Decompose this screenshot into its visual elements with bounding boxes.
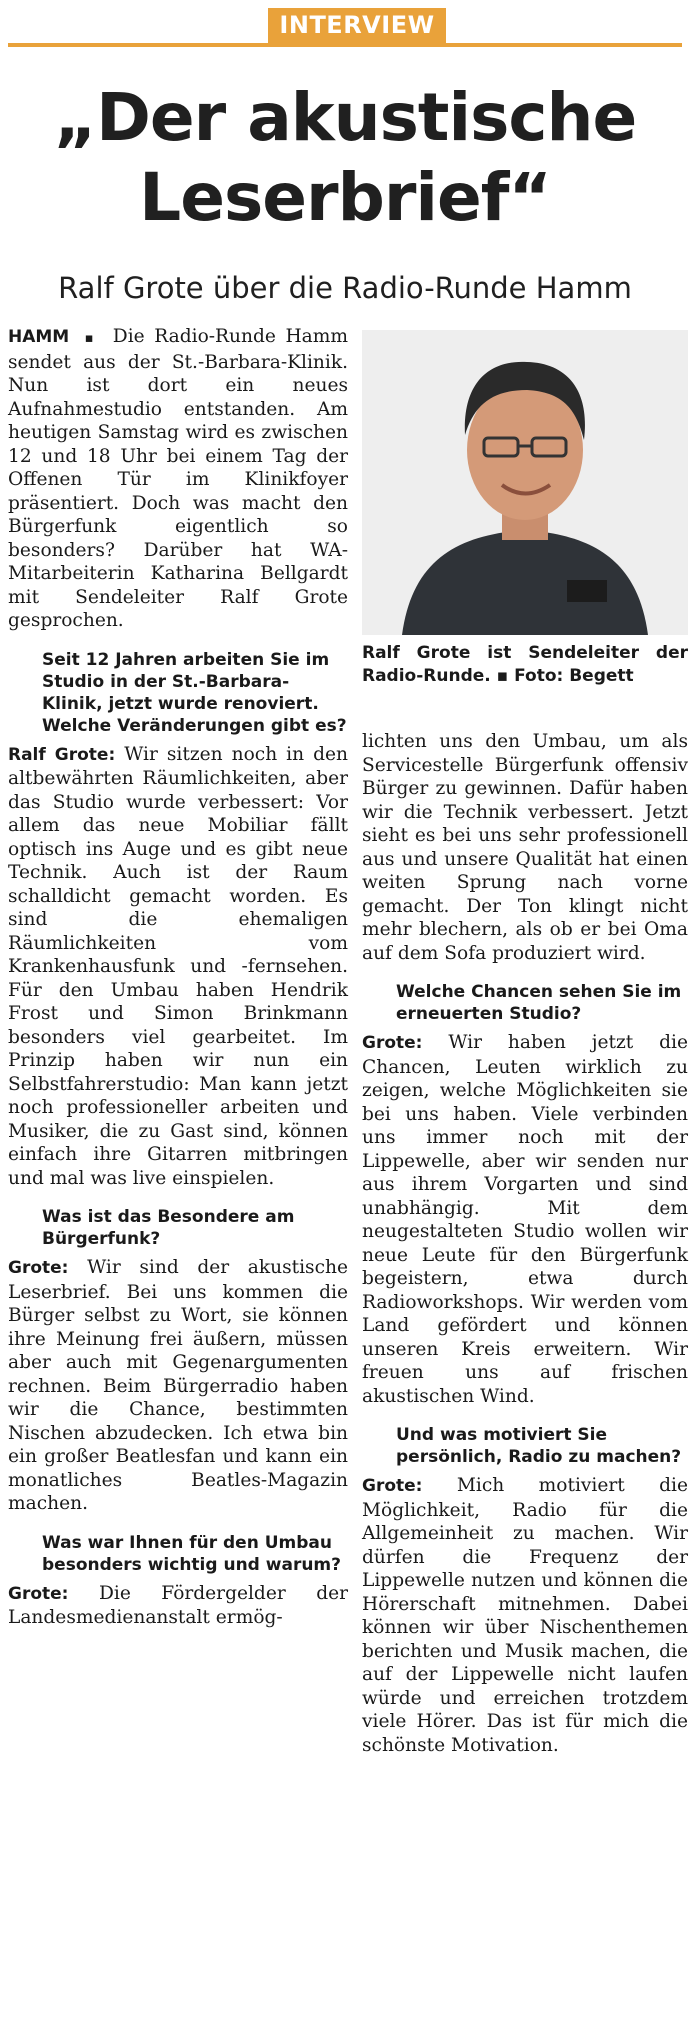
answer-text: Wir sitzen noch in den altbewährten Räumlichkeiten, aber das Studio wurde verbessert: Vor allem das neue Mobiliar fällt optisch ins Auge und es gibt neue Technik. Auch ist der Raum schalldicht gemacht worden. Es sind die ehemaligen Räumlichkeiten vom Krankenhausfunk und -fernsehen. Für den Umbau haben Hendrik Frost und Simon Brinkmann besonders viel gearbeitet. Im Prinzip haben wir nun ein Selbstfahrerstudio: Man kann jetzt noch professioneller arbeiten und Musiker, die zu Gast sind, können einfach ihre Gitarren mitbringen und mal was live einspielen. bbox=[8, 743, 348, 1189]
answer-1 bbox=[8, 743, 348, 1191]
column-right bbox=[362, 730, 688, 1757]
intro-text: Die Radio-Runde Hamm sendet aus der St.-Barbara-Klinik. Nun ist dort ein neues Aufnahmestudio entstanden. Am heutigen Samstag wird es zwischen 12 und 18 Uhr bei einem Tag der Offenen Tür im Klinikfoyer präsentiert. Doch was macht den Bürgerfunk eigentlich so besonders? Darüber hat WA-Mitarbeiterin Katharina Bellgardt mit Sendeleiter Ralf Grote gesprochen. bbox=[8, 326, 349, 631]
headline-line-2: Leserbrief“ bbox=[139, 159, 551, 236]
column-left bbox=[8, 325, 348, 1630]
speaker-label: Grote: bbox=[8, 1258, 69, 1278]
photo-caption: Ralf Grote ist Sendeleiter der Radio-Runde. ▪ Foto: Begett bbox=[362, 643, 688, 686]
intro-paragraph bbox=[8, 325, 348, 633]
subheadline: Ralf Grote über die Radio-Runde Hamm bbox=[58, 271, 632, 305]
speaker-label: Grote: bbox=[362, 1476, 423, 1496]
answer-5 bbox=[362, 1474, 688, 1757]
portrait-photo bbox=[362, 330, 688, 635]
headline bbox=[0, 78, 690, 238]
question-1: Seit 12 Jahren arbeiten Sie im Studio in der St.-Barbara-Klinik, jetzt wurde renoviert. Welche Veränderungen gibt es? bbox=[42, 649, 347, 736]
dateline-separator: ▪ bbox=[84, 331, 98, 346]
speaker-label: Ralf Grote: bbox=[8, 744, 116, 765]
question-3: Was war Ihnen für den Umbau besonders wichtig und warum? bbox=[42, 1532, 342, 1575]
headline-line-1: „Der akustische bbox=[53, 79, 637, 156]
answer-text: Wir sind der akustische Leserbrief. Bei uns kommen die Bürger selbst zu Wort, sie können ihre Meinung frei äußern, müssen aber auch mit Gegenargumenten rechnen. Beim Bürgerradio haben wir die Chance, bestimmten Nischen abzudecken. Ich etwa bin ein großer Beatlesfan und kann ein monatliches Beatles-Magazin machen. bbox=[8, 1257, 348, 1514]
speaker-label: Grote: bbox=[8, 1583, 69, 1604]
top-rule bbox=[8, 43, 682, 47]
speaker-label: Grote: bbox=[362, 1033, 423, 1053]
answer-4 bbox=[362, 1031, 688, 1408]
answer-3-start bbox=[8, 1582, 348, 1630]
answer-2 bbox=[8, 1256, 348, 1516]
answer-text: Mich motiviert die Möglichkeit, Radio für die Allgemeinheit zu machen. Wir dürfen die Frequenz der Lippewelle nutzen und können die Hörerschaft mitnehmen. Dabei können wir über Nischenthemen berichten und Musik machen, die auf der Lippewelle nicht laufen würde und erreichen trotzdem viele Hörer. Das ist für mich die schönste Motivation. bbox=[362, 1475, 688, 1756]
answer-3-continued: lichten uns den Umbau, um als Servicestelle Bürgerfunk offensiv Bürger zu gewinnen. Dafür haben wir die Technik verbessert. Jetzt sieht es bei uns sehr professionell aus und unsere Qualität hat einen weiten Sprung nach vorne gemacht. Der Ton klingt nicht mehr blechern, als ob er bei Oma auf dem Sofa produziert wird. bbox=[362, 731, 688, 964]
question-4: Welche Chancen sehen Sie im erneuerten Studio? bbox=[396, 982, 682, 1024]
dateline: HAMM bbox=[8, 327, 70, 347]
kicker-label: INTERVIEW bbox=[268, 8, 446, 43]
question-2: Was ist das Besondere am Bürgerfunk? bbox=[42, 1207, 295, 1249]
portrait-photo-icon bbox=[362, 330, 688, 635]
question-5: Und was motiviert Sie persönlich, Radio zu machen? bbox=[396, 1425, 682, 1467]
answer-text: Die Fördergelder der Landesmedienanstalt ermög- bbox=[8, 1582, 348, 1628]
answer-text: Wir haben jetzt die Chancen, Leuten wirklich zu zeigen, welche Möglichkeiten sie bei uns haben. Viele verbinden uns immer noch mit der Lippewelle, aber wir senden nur aus ihrem Vorgarten und sind unabhängig. Mit dem neugestalteten Studio wollen wir neue Leute für den Bürgerfunk begeistern, etwa durch Radioworkshops. Wir werden vom Land gefördert und können unseren Kreis erweitern. Wir freuen uns auf frischen akustischen Wind. bbox=[362, 1032, 688, 1407]
